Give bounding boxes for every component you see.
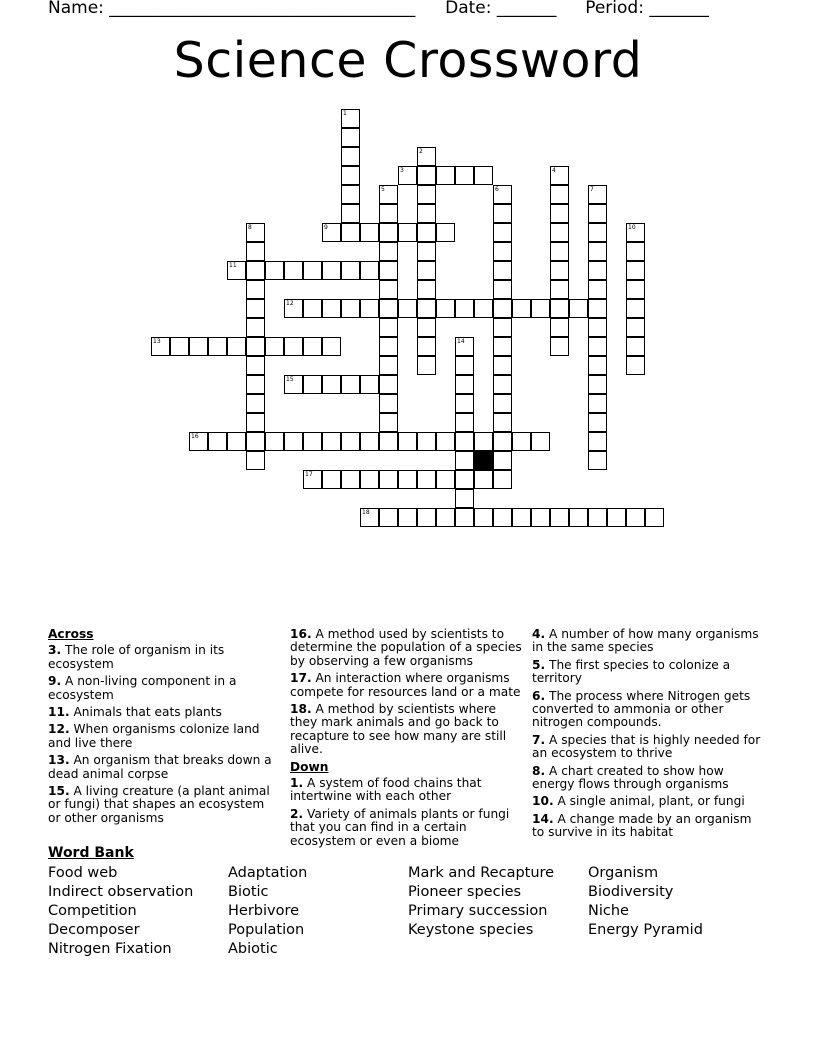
word-bank-item: Primary succession (408, 903, 548, 919)
cell-number: 13 (153, 338, 161, 345)
cell-number: 11 (229, 262, 237, 269)
crossword-cell[interactable] (379, 508, 398, 527)
crossword-cell[interactable] (417, 299, 436, 318)
crossword-cell[interactable] (626, 280, 645, 299)
crossword-cell[interactable] (588, 413, 607, 432)
word-bank-item: Biotic (228, 884, 269, 900)
crossword-cell[interactable] (398, 470, 417, 489)
crossword-cell[interactable] (379, 470, 398, 489)
crossword-cell[interactable] (379, 356, 398, 375)
crossword-cell[interactable] (265, 261, 284, 280)
crossword-cell[interactable] (531, 299, 550, 318)
crossword-cell[interactable] (493, 394, 512, 413)
crossword-cell[interactable] (322, 470, 341, 489)
crossword-cell[interactable] (436, 432, 455, 451)
crossword-cell[interactable] (379, 204, 398, 223)
crossword-cell[interactable] (588, 451, 607, 470)
clue-down-10: 10. A single animal, plant, or fungi (532, 794, 745, 809)
crossword-cell[interactable] (341, 470, 360, 489)
crossword-cell[interactable] (550, 508, 569, 527)
crossword-cell[interactable] (284, 337, 303, 356)
crossword-cell[interactable] (493, 508, 512, 527)
crossword-cell[interactable] (417, 508, 436, 527)
crossword-cell[interactable] (303, 337, 322, 356)
crossword-cell[interactable] (417, 261, 436, 280)
crossword-cell[interactable] (626, 337, 645, 356)
crossword-cell[interactable] (322, 432, 341, 451)
crossword-cell[interactable] (379, 318, 398, 337)
crossword-cell[interactable] (208, 432, 227, 451)
crossword-cell[interactable] (588, 204, 607, 223)
crossword-cell[interactable] (455, 166, 474, 185)
crossword-cell[interactable] (474, 432, 493, 451)
word-bank-item: Mark and Recapture (408, 865, 555, 881)
crossword-cell[interactable] (436, 166, 455, 185)
crossword-cell[interactable] (379, 261, 398, 280)
crossword-cell[interactable] (588, 223, 607, 242)
crossword-cell[interactable] (436, 470, 455, 489)
crossword-cell[interactable] (360, 223, 379, 242)
crossword-cell[interactable] (379, 432, 398, 451)
crossword-cell[interactable] (493, 204, 512, 223)
clue-down-6: 6. The process where Nitrogen gets converted to ammonia or other nitrogen compounds. (532, 688, 751, 730)
crossword-cell[interactable] (417, 204, 436, 223)
cell-number: 18 (362, 509, 370, 516)
cell-number: 8 (248, 224, 252, 231)
crossword-cell[interactable] (417, 432, 436, 451)
crossword-cell[interactable] (284, 261, 303, 280)
crossword-cell[interactable] (341, 261, 360, 280)
crossword-cell[interactable] (246, 223, 265, 242)
crossword-cell[interactable] (360, 470, 379, 489)
crossword-cell[interactable] (436, 299, 455, 318)
crossword-cell[interactable] (398, 166, 417, 185)
word-bank-title: Word Bank (48, 845, 134, 861)
clue-across-12: 12. When organisms colonize land and live there (48, 722, 260, 750)
crossword-cell[interactable] (569, 508, 588, 527)
crossword-cell[interactable] (493, 261, 512, 280)
crossword-cell[interactable] (246, 375, 265, 394)
crossword-cell[interactable] (645, 508, 664, 527)
clue-across-15: 15. A living creature (a plant animal or fungi) that shapes an ecosystem or other organisms (48, 784, 270, 825)
period-field-label: Period: _______ (585, 0, 709, 18)
crossword-cell[interactable] (265, 432, 284, 451)
crossword-cell[interactable] (588, 299, 607, 318)
crossword-cell[interactable] (493, 242, 512, 261)
crossword-cell[interactable] (493, 185, 512, 204)
clue-column-3 (532, 628, 764, 844)
crossword-cell[interactable] (550, 204, 569, 223)
cell-number: 7 (590, 186, 594, 193)
crossword-cell[interactable] (455, 413, 474, 432)
clue-across-13: 13. An organism that breaks down a dead animal corpse (48, 753, 272, 781)
crossword-cell[interactable] (550, 223, 569, 242)
crossword-cell[interactable] (322, 299, 341, 318)
crossword-cell[interactable] (341, 109, 360, 128)
cell-number: 3 (400, 167, 404, 174)
crossword-cell[interactable] (189, 432, 208, 451)
clue-column-1 (48, 628, 280, 829)
crossword-cell[interactable] (303, 299, 322, 318)
crossword-cell[interactable] (493, 432, 512, 451)
crossword-cell[interactable] (284, 432, 303, 451)
crossword-cell[interactable] (569, 299, 588, 318)
crossword-cell[interactable] (246, 242, 265, 261)
cell-number: 15 (286, 376, 294, 383)
crossword-cell[interactable] (626, 318, 645, 337)
name-field-label: Name: ____________________________________ (48, 0, 416, 18)
crossword-cell[interactable] (550, 280, 569, 299)
crossword-cell[interactable] (360, 299, 379, 318)
crossword-cell[interactable] (493, 299, 512, 318)
crossword-cell[interactable] (246, 451, 265, 470)
crossword-cell[interactable] (246, 432, 265, 451)
crossword-cell[interactable] (588, 280, 607, 299)
crossword-cell[interactable] (493, 280, 512, 299)
word-bank-item: Food web (48, 865, 118, 881)
crossword-cell[interactable] (246, 337, 265, 356)
crossword-cell[interactable] (379, 337, 398, 356)
crossword-cell[interactable] (417, 166, 436, 185)
crossword-cell[interactable] (151, 337, 170, 356)
clue-down-1: 1. A system of food chains that intertwine with each other (290, 776, 482, 804)
crossword-cell[interactable] (303, 432, 322, 451)
crossword-cell[interactable] (284, 299, 303, 318)
crossword-cell[interactable] (550, 242, 569, 261)
word-bank-column-4 (588, 864, 703, 940)
crossword-cell[interactable] (360, 432, 379, 451)
crossword-cell[interactable] (455, 356, 474, 375)
clue-down-5: 5. The first species to colonize a territory (532, 657, 731, 686)
crossword-cell[interactable] (512, 299, 531, 318)
crossword-cell[interactable] (588, 375, 607, 394)
crossword-cell[interactable] (265, 337, 284, 356)
word-bank-item: Population (228, 922, 305, 938)
crossword-cell[interactable] (588, 356, 607, 375)
cell-number: 16 (191, 433, 199, 440)
crossword-cell[interactable] (588, 508, 607, 527)
crossword-cell[interactable] (455, 508, 474, 527)
clue-across-18: 18. A method by scientists where they mark animals and go back to recapture to see how many are still alive. (290, 702, 507, 757)
crossword-cell[interactable] (322, 375, 341, 394)
crossword-cell[interactable] (588, 242, 607, 261)
crossword-cell[interactable] (626, 223, 645, 242)
crossword-cell[interactable] (341, 299, 360, 318)
crossword-cell[interactable] (588, 394, 607, 413)
crossword-cell[interactable] (455, 299, 474, 318)
cell-number: 14 (457, 338, 465, 345)
crossword-cell[interactable] (379, 394, 398, 413)
crossword-cell[interactable] (455, 337, 474, 356)
crossword-cell[interactable] (550, 185, 569, 204)
word-bank-item: Herbivore (228, 903, 300, 919)
crossword-cell[interactable] (550, 337, 569, 356)
crossword-cell[interactable] (246, 318, 265, 337)
date-field-label: Date: _______ (445, 0, 557, 18)
crossword-cell[interactable] (493, 337, 512, 356)
crossword-cell[interactable] (474, 470, 493, 489)
down-heading: Down (290, 759, 329, 774)
crossword-cell[interactable] (227, 261, 246, 280)
crossword-cell[interactable] (246, 356, 265, 375)
clue-down-8: 8. A chart created to show how energy flows through organisms (532, 763, 729, 792)
cell-number: 12 (286, 300, 294, 307)
crossword-cell[interactable] (303, 470, 322, 489)
crossword-cell[interactable] (360, 508, 379, 527)
page-title: Science Crossword (173, 32, 643, 89)
crossword-cell[interactable] (550, 166, 569, 185)
word-bank-column-1 (48, 864, 193, 959)
word-bank-item: Nitrogen Fixation (48, 941, 172, 957)
crossword-cell[interactable] (284, 375, 303, 394)
crossword-cell[interactable] (341, 166, 360, 185)
across-heading: Across (48, 627, 94, 641)
crossword-cell[interactable] (455, 432, 474, 451)
crossword-cell[interactable] (246, 394, 265, 413)
crossword-cell[interactable] (398, 299, 417, 318)
crossword-cell[interactable] (531, 508, 550, 527)
crossword-cell[interactable] (588, 185, 607, 204)
crossword-cell[interactable] (512, 432, 531, 451)
crossword-cell[interactable] (417, 337, 436, 356)
crossword-cell[interactable] (322, 261, 341, 280)
crossword-cell[interactable] (455, 451, 474, 470)
crossword-cell[interactable] (360, 261, 379, 280)
crossword-cell[interactable] (398, 432, 417, 451)
clue-down-4: 4. A number of how many organisms in the same species (532, 627, 759, 655)
word-bank-item: Adaptation (228, 865, 308, 881)
cell-number: 9 (324, 224, 328, 231)
crossword-cell[interactable] (436, 223, 455, 242)
crossword-cell[interactable] (360, 375, 379, 394)
word-bank-item: Keystone species (408, 922, 534, 938)
crossword-cell[interactable] (493, 451, 512, 470)
crossword-cell[interactable] (436, 508, 455, 527)
crossword-cell[interactable] (626, 299, 645, 318)
crossword-cell[interactable] (588, 432, 607, 451)
crossword-cell[interactable] (626, 356, 645, 375)
crossword-cell[interactable] (379, 223, 398, 242)
crossword-cell[interactable] (550, 299, 569, 318)
crossword-cell[interactable] (455, 470, 474, 489)
crossword-cell[interactable] (341, 375, 360, 394)
crossword-cell[interactable] (607, 508, 626, 527)
crossword-cell[interactable] (341, 128, 360, 147)
clue-across-16: 16. A method used by scientists to determine the population of a species by observing a few organisms (290, 627, 522, 668)
clue-down-14: 14. A change made by an organism to survive in its habitat (532, 811, 752, 840)
crossword-cell[interactable] (227, 432, 246, 451)
crossword-cell[interactable] (303, 261, 322, 280)
crossword-cell[interactable] (493, 375, 512, 394)
crossword-cell[interactable] (303, 375, 322, 394)
crossword-cell[interactable] (417, 147, 436, 166)
word-bank-item: Competition (48, 903, 137, 919)
crossword-cell[interactable] (341, 204, 360, 223)
crossword-cell[interactable] (474, 166, 493, 185)
cell-number: 10 (628, 224, 636, 231)
crossword-cell[interactable] (379, 375, 398, 394)
word-bank-item: Organism (588, 865, 659, 881)
crossword-cell[interactable] (417, 280, 436, 299)
cell-number: 6 (495, 186, 499, 193)
crossword-cell[interactable] (417, 223, 436, 242)
crossword-cell[interactable] (474, 508, 493, 527)
cell-number: 17 (305, 471, 313, 478)
word-bank-item: Abiotic (228, 941, 278, 957)
crossword-cell[interactable] (417, 318, 436, 337)
crossword-cell[interactable] (322, 337, 341, 356)
cell-number: 5 (381, 186, 385, 193)
crossword-cell[interactable] (493, 356, 512, 375)
crossword-cell[interactable] (246, 299, 265, 318)
crossword-cell[interactable] (379, 280, 398, 299)
crossword-cell[interactable] (588, 337, 607, 356)
word-bank-item: Pioneer species (408, 884, 522, 900)
crossword-cell[interactable] (588, 318, 607, 337)
cell-number: 1 (343, 110, 347, 117)
crossword-cell[interactable] (208, 337, 227, 356)
crossword-cell[interactable] (455, 375, 474, 394)
crossword-cell[interactable] (379, 242, 398, 261)
crossword-cell[interactable] (493, 413, 512, 432)
crossword-cell[interactable] (189, 337, 208, 356)
clue-across-11: 11. Animals that eats plants (48, 705, 222, 720)
clue-column-2 (290, 628, 524, 852)
word-bank-item: Decomposer (48, 922, 140, 938)
black-cell (474, 451, 493, 470)
crossword-cell[interactable] (455, 489, 474, 508)
crossword-cell[interactable] (626, 261, 645, 280)
word-bank-item: Biodiversity (588, 884, 674, 900)
cell-number: 4 (552, 167, 556, 174)
crossword-cell[interactable] (341, 223, 360, 242)
crossword-cell[interactable] (626, 242, 645, 261)
word-bank-column-2 (228, 864, 307, 959)
crossword-cell[interactable] (493, 223, 512, 242)
crossword-cell[interactable] (493, 470, 512, 489)
word-bank-item: Niche (588, 903, 629, 919)
crossword-cell[interactable] (417, 185, 436, 204)
crossword-cell[interactable] (379, 299, 398, 318)
crossword-cell[interactable] (322, 223, 341, 242)
crossword-cell[interactable] (341, 185, 360, 204)
clue-across-9: 9. A non-living component in a ecosystem (48, 674, 237, 702)
clue-down-7: 7. A species that is highly needed for an ecosystem to thrive (532, 732, 761, 761)
word-bank-item: Indirect observation (48, 884, 194, 900)
word-bank-item: Energy Pyramid (588, 922, 703, 938)
crossword-cell[interactable] (455, 394, 474, 413)
crossword-cell[interactable] (227, 337, 246, 356)
crossword-cell[interactable] (417, 242, 436, 261)
crossword-cell[interactable] (379, 413, 398, 432)
crossword-cell[interactable] (246, 280, 265, 299)
crossword-cell[interactable] (341, 147, 360, 166)
crossword-cell[interactable] (398, 508, 417, 527)
crossword-cell[interactable] (531, 432, 550, 451)
crossword-cell[interactable] (588, 261, 607, 280)
crossword-cell[interactable] (341, 432, 360, 451)
crossword-cell[interactable] (417, 470, 436, 489)
crossword-cell[interactable] (493, 318, 512, 337)
crossword-cell[interactable] (417, 356, 436, 375)
cell-number: 2 (419, 148, 423, 155)
crossword-cell[interactable] (246, 413, 265, 432)
crossword-cell[interactable] (246, 261, 265, 280)
crossword-cell[interactable] (170, 337, 189, 356)
crossword-cell[interactable] (398, 223, 417, 242)
crossword-cell[interactable] (379, 185, 398, 204)
crossword-cell[interactable] (626, 508, 645, 527)
clue-across-3: 3. The role of organism in its ecosystem (48, 643, 225, 671)
word-bank-column-3 (408, 864, 554, 940)
crossword-cell[interactable] (512, 508, 531, 527)
crossword-cell[interactable] (474, 299, 493, 318)
clue-down-2: 2. Variety of animals plants or fungi that you can find in a certain ecosystem or even a biome (290, 806, 510, 848)
crossword-cell[interactable] (550, 318, 569, 337)
crossword-cell[interactable] (550, 261, 569, 280)
clue-across-17: 17. An interaction where organisms compete for resources land or a mate (290, 671, 521, 699)
